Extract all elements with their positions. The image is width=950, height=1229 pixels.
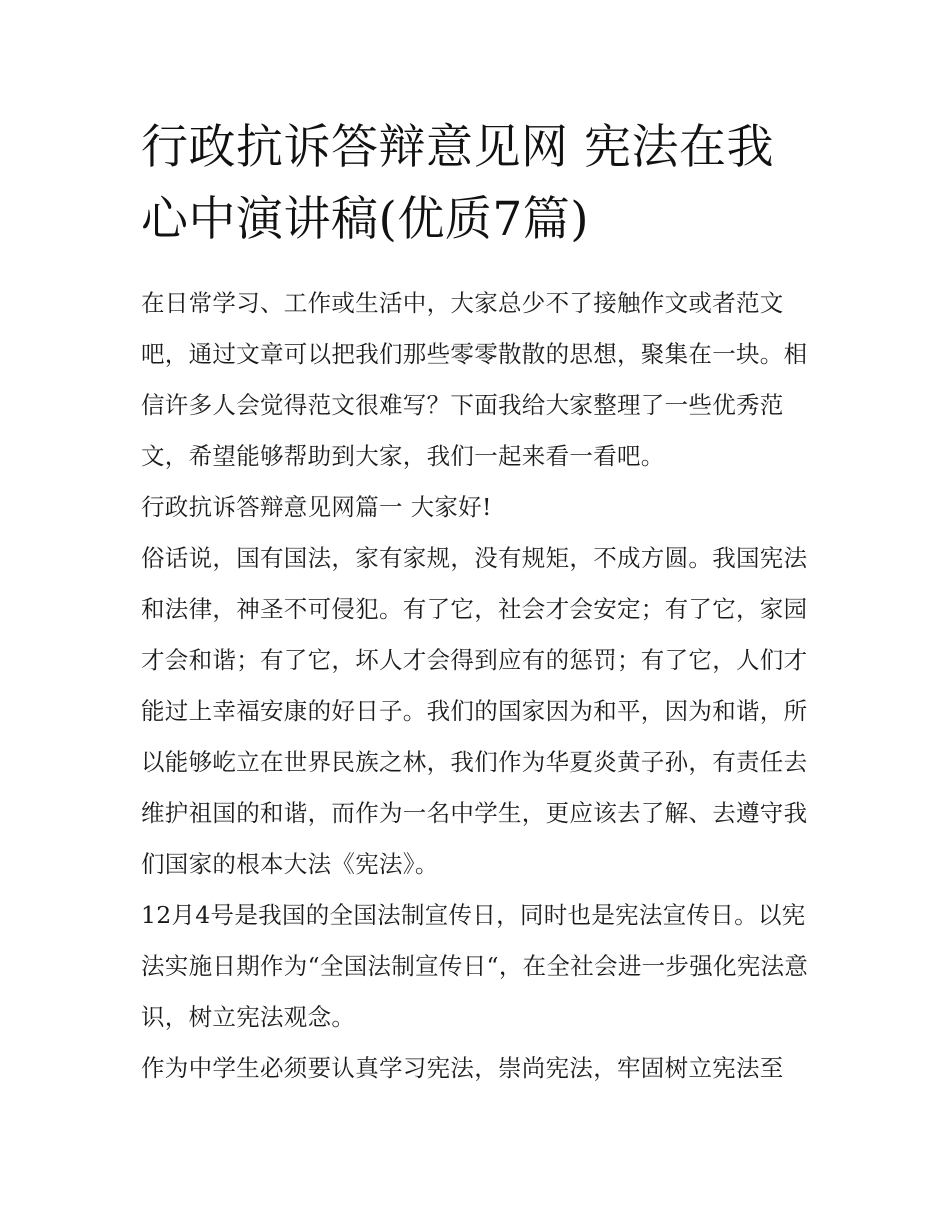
paragraph-intro: 在日常学习、工作或生活中，大家总少不了接触作文或者范文吧，通过文章可以把我们那些零零散散的思想，聚集在一块。相信许多人会觉得范文很难写？下面我给大家整理了一些优秀范文，希望能够帮助到大家，我们一起来看一看吧。 <box>141 289 808 470</box>
paragraph-body-3: 作为中学生必须要认真学习宪法，崇尚宪法，牢固树立宪法至 <box>141 1054 784 1082</box>
paragraph-body-2: 12月4号是我国的全国法制宣传日，同时也是宪法宣传日。以宪法实施日期作为“全国法制宣传日“，在全社会进一步强化宪法意识，树立宪法观念。 <box>141 901 809 1031</box>
paragraph-section-heading: 行政抗诉答辩意见网篇一 大家好! <box>141 493 492 521</box>
document-title: 行政抗诉答辩意见网 宪法在我心中演讲稿(优质7篇) <box>141 120 774 247</box>
document-body <box>141 112 813 1094</box>
paragraph-body-1: 俗话说，国有国法，家有家规，没有规矩，不成方圆。我国宪法和法律，神圣不可侵犯。有了它，社会才会安定；有了它，家园才会和谐；有了它，坏人才会得到应有的惩罚；有了它，人们才能过上幸福安康的好日子。我们的国家因为和平，因为和谐，所以能够屹立在世界民族之林，我们作为华夏炎黄子孙，有责任去维护祖国的和谐，而作为一名中学生，更应该去了解、去遵守我们国家的根本大法《宪法》。 <box>141 544 808 878</box>
